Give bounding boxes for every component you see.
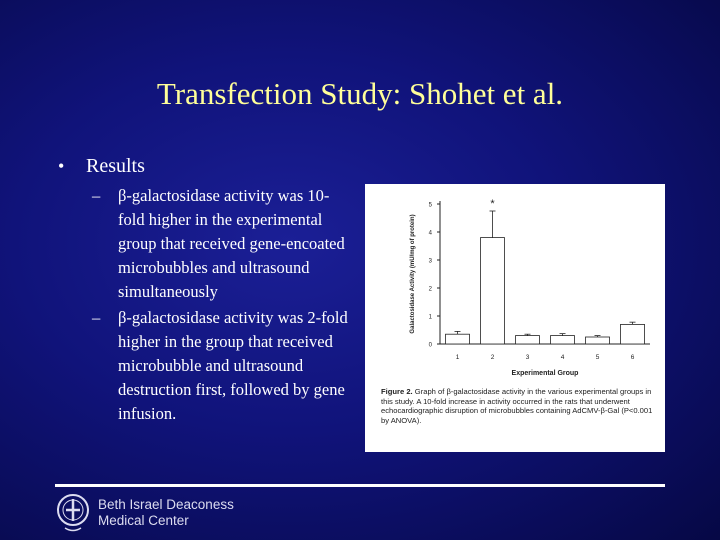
bullet-dot-icon: • — [58, 156, 65, 176]
bullet-results — [58, 155, 358, 178]
y-tick-label: 5 — [428, 202, 432, 209]
bar — [446, 334, 470, 344]
caption-label: Figure 2. — [381, 387, 413, 396]
sub-bullet-text: β-galactosidase activity was 10-fold higher in the experimental group that received gene-encoated microbubbles and ultrasound simultaneously — [118, 186, 345, 301]
bar — [586, 337, 610, 344]
org-line-2: Medical Center — [98, 513, 189, 528]
sub-bullet-1 — [92, 184, 358, 304]
bullet-label: Results — [86, 155, 145, 177]
y-tick-label: 0 — [428, 342, 432, 349]
sub-bullet-2 — [92, 306, 358, 426]
bar — [621, 324, 645, 344]
significance-annotation: * — [490, 198, 495, 210]
bar — [481, 238, 505, 344]
slide-title: Transfection Study: Shohet et al. — [156, 76, 564, 111]
figure-panel — [365, 184, 665, 452]
sub-bullet-list — [58, 184, 358, 426]
y-tick-label: 4 — [428, 230, 432, 237]
bar-chart — [365, 184, 665, 384]
footer-organization — [98, 497, 234, 529]
x-tick-label: 2 — [490, 354, 495, 361]
x-tick-label: 3 — [525, 354, 530, 361]
bar — [516, 336, 540, 344]
caption-text: Graph of β-galactosidase activity in the various experimental groups in this study. A 10-fold increase in activity occurred in the rats that underwent echocardiographic disruption of microbubbles containing AdCMV-β-Gal (P<0.001 by ANOVA). — [381, 387, 653, 425]
bidmc-seal-icon — [55, 490, 91, 534]
y-tick-label: 3 — [428, 258, 432, 265]
dash-icon: – — [92, 308, 101, 327]
x-tick-label: 6 — [630, 354, 635, 361]
y-axis-label: Galactosidase Activity (mU/mg of protein) — [410, 214, 416, 334]
footer-divider — [55, 484, 665, 487]
x-tick-label: 4 — [560, 354, 565, 361]
x-tick-label: 1 — [455, 354, 460, 361]
bullet-list — [58, 155, 358, 428]
y-tick-label: 2 — [428, 286, 432, 293]
figure-caption — [381, 387, 659, 425]
dash-icon: – — [92, 186, 101, 205]
y-tick-label: 1 — [428, 314, 432, 321]
bar — [551, 336, 575, 344]
x-tick-label: 5 — [595, 354, 600, 361]
x-axis-label: Experimental Group — [511, 370, 579, 377]
org-line-1: Beth Israel Deaconess — [98, 497, 234, 512]
sub-bullet-text: β-galactosidase activity was 2-fold higher in the group that received microbubble and ultrasound destruction first, followed by gene infusion. — [118, 308, 348, 423]
